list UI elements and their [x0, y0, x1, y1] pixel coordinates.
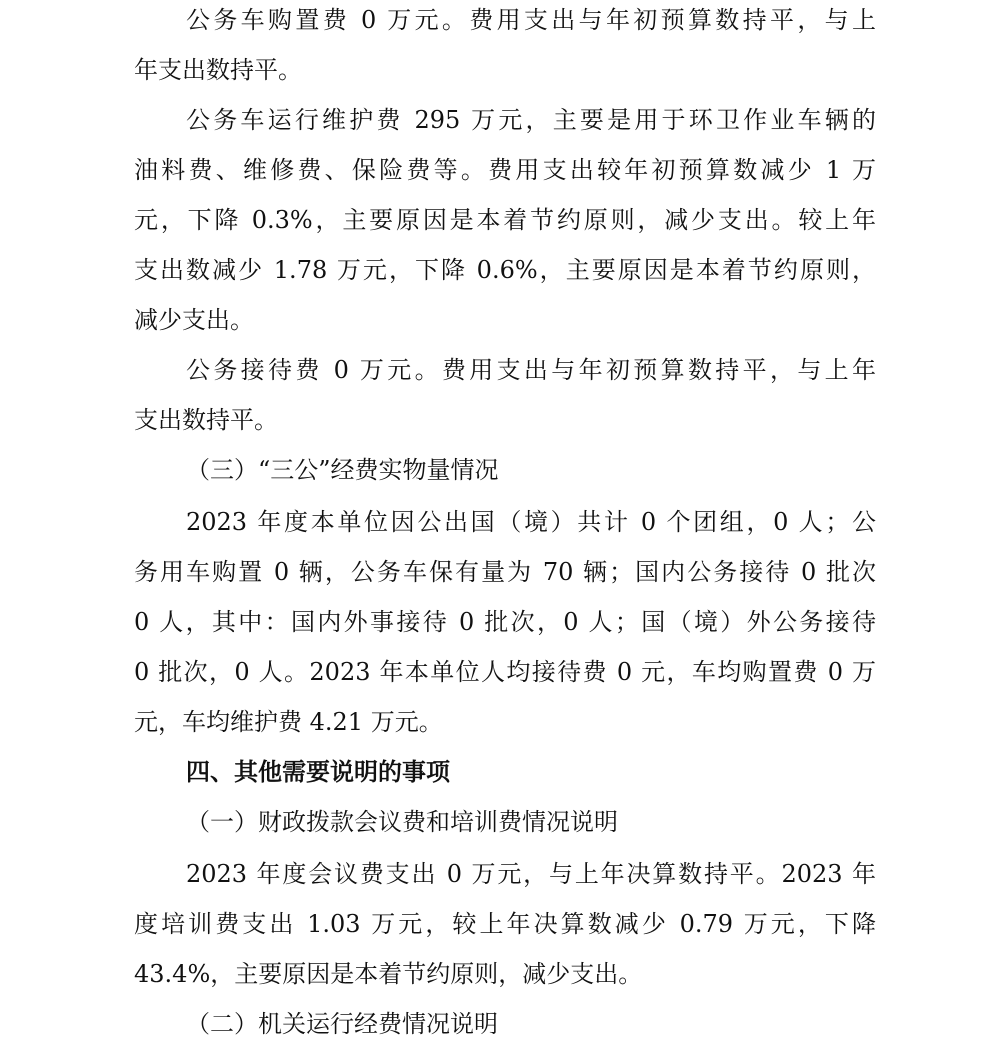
paragraph-line: 元，车均维护费 4.21 万元。 — [134, 708, 443, 736]
subsection-heading: （二）机关运行经费情况说明 — [186, 1010, 498, 1038]
paragraph-line: 公务接待费 0 万元。费用支出与年初预算数持平，与上年 — [186, 356, 876, 384]
paragraph-line: 年支出数持平。 — [134, 56, 302, 84]
paragraph-line: 2023 年度本单位因公出国（境）共计 0 个团组，0 人；公 — [186, 508, 876, 536]
subsection-heading: （三）“三公”经费实物量情况 — [186, 456, 499, 484]
paragraph-line: 2023 年度会议费支出 0 万元，与上年决算数持平。2023 年 — [186, 860, 876, 888]
section-heading: 四、其他需要说明的事项 — [186, 758, 450, 786]
paragraph-line: 油料费、维修费、保险费等。费用支出较年初预算数减少 1 万 — [134, 156, 876, 184]
paragraph-line: 度培训费支出 1.03 万元，较上年决算数减少 0.79 万元，下降 — [134, 910, 876, 938]
paragraph-line: 支出数持平。 — [134, 406, 278, 434]
paragraph-line: 支出数减少 1.78 万元，下降 0.6%，主要原因是本着节约原则， — [134, 256, 876, 284]
paragraph-line: 元，下降 0.3%，主要原因是本着节约原则，减少支出。较上年 — [134, 206, 876, 234]
subsection-heading: （一）财政拨款会议费和培训费情况说明 — [186, 808, 618, 836]
paragraph-line: 公务车购置费 0 万元。费用支出与年初预算数持平，与上 — [186, 6, 876, 34]
paragraph-line: 务用车购置 0 辆，公务车保有量为 70 辆；国内公务接待 0 批次 — [134, 558, 876, 586]
paragraph-line: 43.4%，主要原因是本着节约原则，减少支出。 — [134, 960, 643, 988]
paragraph-line: 0 批次，0 人。2023 年本单位人均接待费 0 元，车均购置费 0 万 — [134, 658, 876, 686]
paragraph-line: 公务车运行维护费 295 万元，主要是用于环卫作业车辆的 — [186, 106, 876, 134]
paragraph-line: 0 人，其中：国内外事接待 0 批次，0 人；国（境）外公务接待 — [134, 608, 876, 636]
paragraph-line: 减少支出。 — [134, 306, 254, 334]
